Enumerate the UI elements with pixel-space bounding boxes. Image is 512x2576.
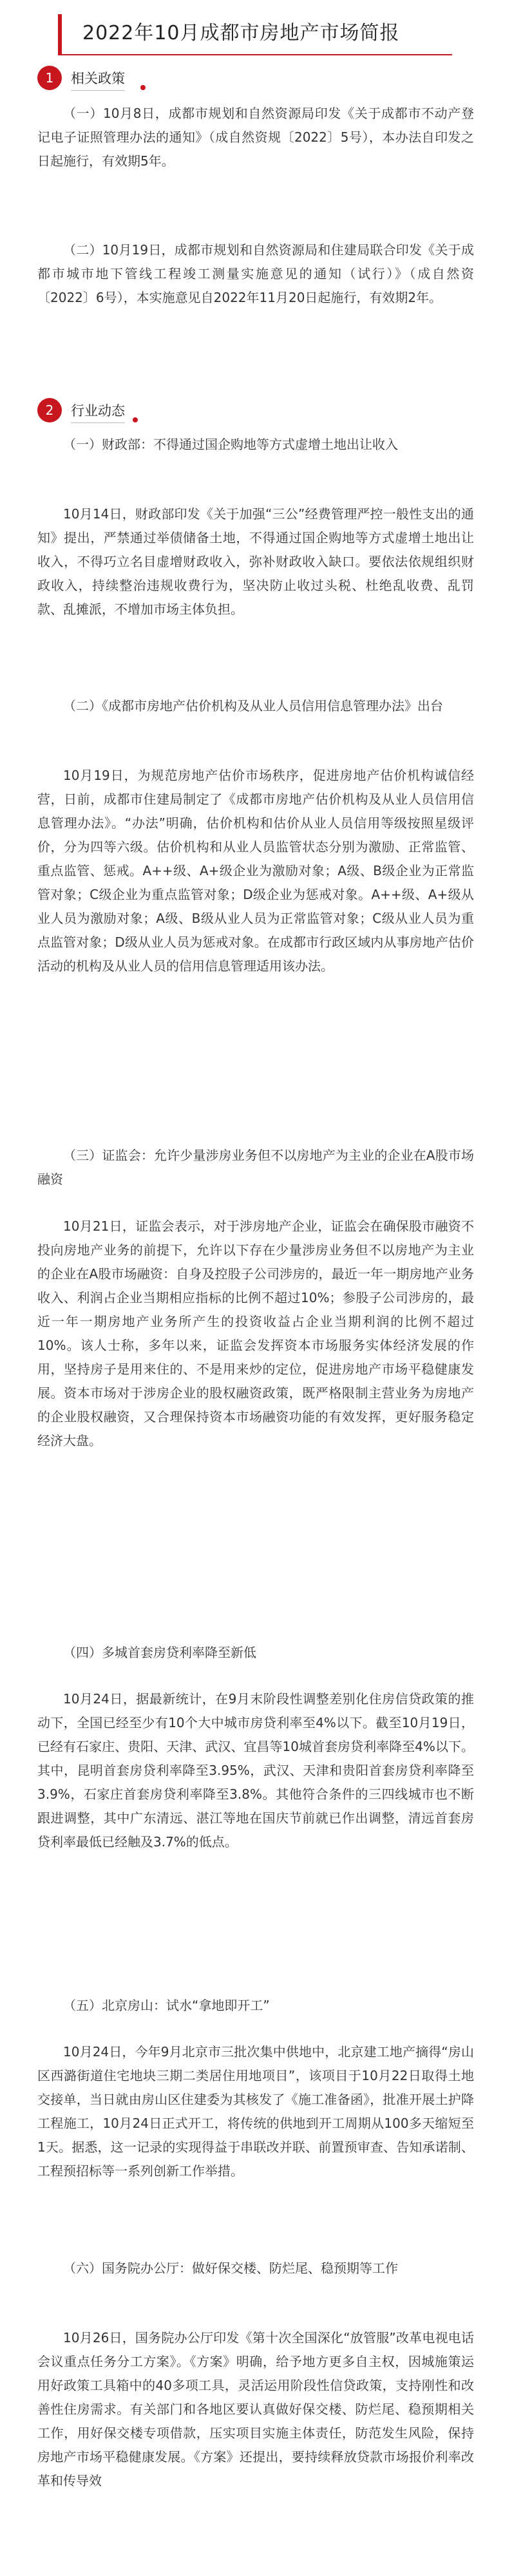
policy-paragraph: （二）10月19日，成都市规划和自然资源局和住建局联合印发《关于成都市城市地下管线工程竣工测量实施意见的通知（试行）》（成自然资〔2022〕6号），本实施意见自2022年11月20日起施行，有效期2年。 xyxy=(37,242,474,305)
policy-paragraph: （一）10月8日，成都市规划和自然资源局印发《关于成都市不动产登记电子证照管理办法的通知》（成自然资规〔2022〕5号），本办法自印发之日起施行，有效期5年。 xyxy=(37,106,474,169)
section-dot xyxy=(140,85,146,90)
news-subheading: （六）国务院办公厅：做好保交楼、防烂尾、稳预期等工作 xyxy=(63,2260,398,2276)
section-heading-policy xyxy=(37,66,153,91)
section-label: 行业动态 xyxy=(71,402,125,423)
news-paragraph: 10月21日，证监会表示，对于涉房地产企业，证监会在确保股市融资不投向房地产业务的前提下，允许以下存在少量涉房业务但不以房地产为主业的企业在A股市场融资：自身及控股子公司涉房的，最近一年一期房地产业务收入、利润占企业当期相应指标的比例不超过10%；参股子公司涉房的，最近一年一期房地产业务所产生的投资收益占企业当期利润的比例不超过10%。该人士称，多年以来，证监会发挥资本市场服务实体经济发展的作用，坚持房子是用来住的、不是用来炒的定位，促进房地产市场平稳健康发展。资本市场对于涉房企业的股权融资政策，既严格限制主营业务为房地产的企业股权融资，又合理保持资本市场融资功能的有效发挥，更好服务稳定经济大盘。 xyxy=(37,1218,474,1448)
news-subheading: （二）《成都市房地产估价机构及从业人员信用信息管理办法》出台 xyxy=(63,698,443,714)
section-label: 相关政策 xyxy=(71,70,125,91)
news-paragraph: 10月24日，今年9月北京市三批次集中供地中，北京建工地产摘得“房山区西潞街道住宅地块三期二类居住用地项目”，该项目于10月22日取得土地交接单，当日就由房山区住建委为其核发了《施工准备函》，批准开展土护降工程施工，10月24日正式开工，将传统的供地到开工周期从100多天缩短至1天。据悉，这一记录的实现得益于串联改并联、前置预审查、告知承诺制、工程预招标等一系列创新工作举措。 xyxy=(37,2044,474,2179)
news-paragraph: 10月26日，国务院办公厅印发《第十次全国深化“放管服”改革电视电话会议重点任务分工方案》。《方案》明确，给予地方更多自主权，因城施策运用好政策工具箱中的40多项工具，灵活运用阶段性信贷政策，支持刚性和改善性住房需求。有关部门和各地区要认真做好保交楼、防烂尾、稳预期相关工作，用好保交楼专项借款，压实项目实施主体责任，防范发生风险，保持房地产市场平稳健康发展。《方案》还提出，要持续释放贷款市场报价利率改革和传导效 xyxy=(37,2330,474,2488)
section-number: 1 xyxy=(37,66,62,90)
section-number: 2 xyxy=(37,398,62,422)
page-title: 2022年10月成都市房地产市场简报 xyxy=(82,22,400,44)
news-paragraph: 10月19日，为规范房地产估价市场秩序，促进房地产估价机构诚信经营，日前，成都市住建局制定了《成都市房地产估价机构及从业人员信用信息管理办法》。“办法”明确，估价机构和估价从业人员信用等级按照星级评价，分为四等六级。估价机构和从业人员监管状态分别为激励、正常监管、重点监管、惩戒。A++级、A+级企业为激励对象；A级、B级企业为正常监管对象；C级企业为重点监管对象；D级企业为惩戒对象。A++级、A+级从业人员为激励对象；A级、B级从业人员为正常监管对象；C级从业人员为重点监管对象；D级从业人员为惩戒对象。在成都市行政区域内从事房地产估价活动的机构及从业人员的信用信息管理适用该办法。 xyxy=(37,768,474,974)
news-subheading: （三）证监会：允许少量涉房业务但不以房地产为主业的企业在A股市场融资 xyxy=(37,1148,474,1187)
news-paragraph: 10月24日，据最新统计，在9月末阶段性调整差别化住房信贷政策的推动下，全国已经至少有10个大中城市房贷利率至4%以下。截至10月19日，已经有石家庄、贵阳、天津、武汉、宜昌等10城首套房贷利率降至4%以下。其中，昆明首套房贷利率降至3.95%，武汉、天津和贵阳首套房贷利率降至3.9%，石家庄首套房贷利率降至3.8%。其他符合条件的三四线城市也不断跟进调整，其中广东清远、湛江等地在国庆节前就已作出调整，清远首套房贷利率最低已经触及3.7%的低点。 xyxy=(37,1691,474,1850)
title-box xyxy=(58,14,452,55)
news-paragraph: 10月14日，财政部印发《关于加强“三公”经费管理严控一般性支出的通知》提出，严禁通过举债储备土地，不得通过国企购地等方式虚增土地出让收入，不得巧立名目虚增财政收入，弥补财政收入缺口。要依法依规组织财政收入，持续整治违规收费行为，坚决防止收过头税、杜绝乱收费、乱罚款、乱摊派，不增加市场主体负担。 xyxy=(37,506,474,617)
news-subheading: （一）财政部：不得通过国企购地等方式虚增土地出让收入 xyxy=(63,437,398,452)
news-subheading: （四）多城首套房贷利率降至新低 xyxy=(63,1645,256,1660)
section-dot xyxy=(133,417,138,422)
section-heading-news xyxy=(37,398,153,424)
news-subheading: （五）北京房山：试水“拿地即开工” xyxy=(63,1998,270,2013)
